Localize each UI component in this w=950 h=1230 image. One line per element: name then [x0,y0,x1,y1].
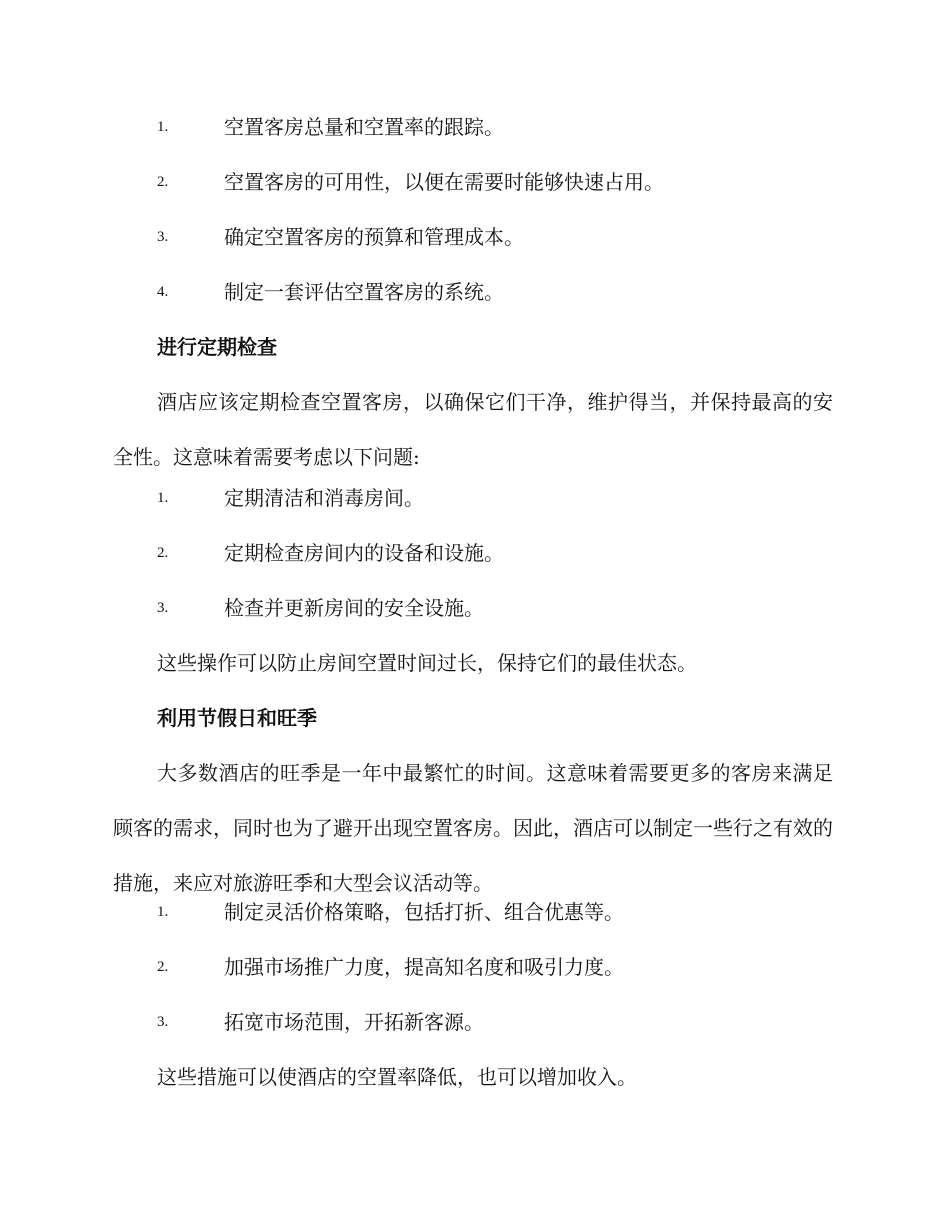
list-number: 2. [157,545,169,561]
list-item [0,538,950,568]
list-number: 3. [157,1014,169,1030]
list-item [0,483,950,513]
list-item [0,1007,950,1037]
list-text: 空置客房总量和空置率的跟踪。 [224,115,504,139]
list-number: 2. [157,174,169,190]
list-number: 1. [157,904,169,920]
list-item [0,277,950,307]
list-item [0,167,950,197]
list-item [0,593,950,623]
section-heading: 利用节假日和旺季 [157,706,317,730]
section-heading: 进行定期检查 [157,335,277,359]
section-paragraph: 大多数酒店的旺季是一年中最繁忙的时间。这意味着需要更多的客房来满足顾客的需求，同时也为了避开出现空置客房。因此，酒店可以制定一些行之有效的措施，来应对旅游旺季和大型会议活动等。 [113,761,833,895]
list-item [0,112,950,142]
section-paragraph: 酒店应该定期检查空置客房，以确保它们干净，维护得当，并保持最高的安全性。这意味着需要考虑以下问题: [113,390,833,469]
list-item [0,897,950,927]
list-text: 定期检查房间内的设备和设施。 [224,541,504,565]
list-number: 4. [157,284,169,300]
section-conclusion: 这些操作可以防止房间空置时间过长，保持它们的最佳状态。 [157,651,697,675]
list-number: 3. [157,229,169,245]
list-text: 制定一套评估空置客房的系统。 [224,280,504,304]
list-text: 拓宽市场范围，开拓新客源。 [224,1010,484,1034]
list-text: 空置客房的可用性，以便在需要时能够快速占用。 [224,170,664,194]
list-number: 3. [157,600,169,616]
list-text: 确定空置客房的预算和管理成本。 [224,225,524,249]
list-text: 检查并更新房间的安全设施。 [224,596,484,620]
list-text: 加强市场推广力度，提高知名度和吸引力度。 [224,955,624,979]
list-item [0,222,950,252]
list-number: 1. [157,490,169,506]
list-number: 1. [157,119,169,135]
list-number: 2. [157,959,169,975]
list-text: 定期清洁和消毒房间。 [224,486,424,510]
list-text: 制定灵活价格策略，包括打折、组合优惠等。 [224,900,624,924]
section-conclusion: 这些措施可以使酒店的空置率降低，也可以增加收入。 [157,1065,637,1089]
list-item [0,952,950,982]
